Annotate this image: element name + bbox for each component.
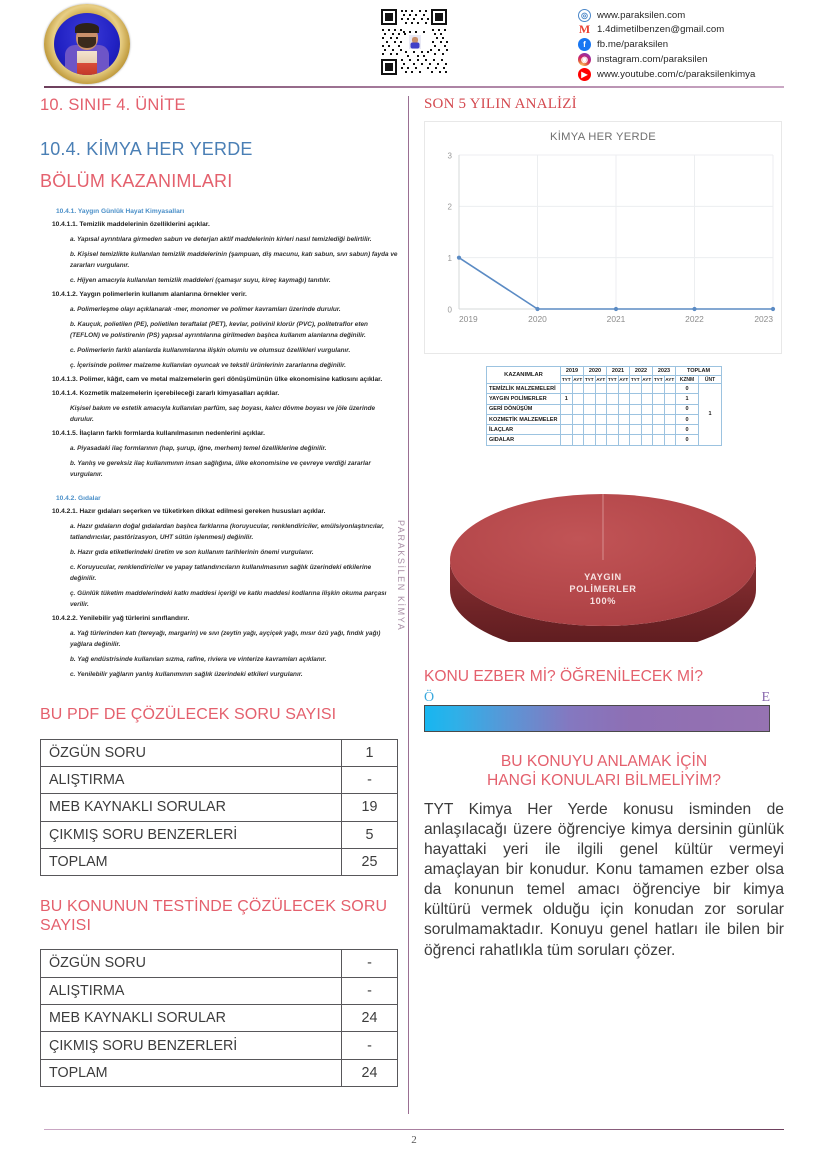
gain-item: 10.4.1.3. Polimer, kâğıt, cam ve metal malzemelerin geri dönüşümünün ülke ekonomisine katkısını açıklar.: [52, 375, 383, 383]
ezber-title: KONU EZBER Mİ? ÖĞRENİLECEK Mİ?: [424, 667, 704, 685]
logo-hair-shape: [75, 23, 99, 33]
table-row: [487, 384, 722, 394]
header-year: 2019: [561, 367, 584, 376]
gain-subitem: c. Koruyucular, renklendiriciler ve yapay tatlandırıcıların kullanılmasının sağlık üzerindeki etkilerine değinilir.: [70, 563, 372, 582]
test-count-title: BU KONUNUN TESTİNDE ÇÖZÜLECEK SORU SAYISI: [40, 898, 388, 935]
page-header: [0, 0, 828, 88]
svg-text:2: 2: [447, 202, 452, 212]
gain-spacer: [40, 484, 398, 495]
analysis-title: SON 5 YILIN ANALİZİ: [424, 96, 577, 112]
count-value: -: [342, 977, 398, 1004]
row-total-kznm: 0: [676, 384, 699, 394]
row-total-kznm: 0: [676, 425, 699, 435]
gain-subitem: b. Hazır gıda etiketlerindeki üretim ve son kullanım tarihlerinin önemi vurgulanır.: [70, 548, 314, 556]
data-cell: [641, 404, 653, 414]
svg-text:1: 1: [447, 254, 452, 264]
header-subcol: TYT: [653, 377, 663, 382]
data-cell: [653, 435, 665, 445]
table-row: [41, 739, 398, 766]
count-value: 1: [342, 739, 398, 766]
difficulty-gradient: [424, 690, 770, 732]
data-cell: [630, 384, 642, 394]
summary-paragraph: TYT Kimya Her Yerde konusu isminden de anlaşılacağı üzere öğrenciye kimya dersinin günlük hayattaki yeri ile ilgili genel kültür vermeyi amaçlayan bir konudur. Konu tamamen ezber olsa da konunun temel amacı öğrenciye bir kimya kültürü vermek olduğu için konudan zor sorular sorulmamaktadır. Konuyu genel hatları ile bilen bir öğrenci rahatlıkla tüm soruları çözer.: [424, 800, 784, 959]
left-column: [40, 96, 398, 1087]
contact-item-facebook[interactable]: [578, 38, 755, 52]
row-total-kznm: 0: [676, 435, 699, 445]
row-total-kznm: 1: [676, 394, 699, 404]
data-cell: [653, 425, 665, 435]
data-cell: [561, 435, 573, 445]
contact-instagram-text: instagram.com/paraksilen: [597, 53, 708, 65]
pdf-count-table: [40, 739, 398, 877]
data-cell: [572, 425, 584, 435]
right-column: [424, 96, 784, 961]
gain-subitem: ç. İçerisinde polimer malzeme kullanılan oyuncak ve tekstil ürünlerinin zararlarına değinilir.: [70, 361, 346, 369]
data-cell: [607, 394, 619, 404]
header-year: 2023: [653, 367, 676, 376]
data-cell: [584, 425, 596, 435]
header-subcol: AYT: [642, 377, 652, 382]
table-row: [41, 977, 398, 1004]
count-value: 25: [342, 849, 398, 876]
count-value: 19: [342, 794, 398, 821]
gain-subitem: b. Kişisel temizlikte kullanılan temizlik maddelerinin (şampuan, diş macunu, katı sabun, sıvı sabun) fayda ve zararları vurgulanır.: [70, 250, 398, 269]
pie-chart-canvas: [424, 462, 782, 642]
gain-subitem: b. Kauçuk, polietilen (PE), polietilen teraftalat (PET), kevlar, polivinil klorür (PVC), politetraflor eten (TEFLON) ve polistirenin (PS) yapısal ayrıntılarına girilmeden başlıca kullanım alanlarına değinilir.: [70, 320, 368, 339]
gain-item: 10.4.1.1. Temizlik maddelerinin özelliklerini açıklar.: [52, 221, 210, 228]
data-cell: [618, 384, 630, 394]
instagram-icon: ◉: [578, 53, 591, 66]
contact-youtube-text: www.youtube.com/c/paraksilenkimya: [597, 68, 756, 80]
table-row: [487, 425, 722, 435]
website-icon: ◎: [578, 9, 591, 22]
brand-logo: [44, 4, 130, 84]
header-divider: [44, 86, 784, 88]
line-chart-title: KİMYA HER YERDE: [549, 131, 657, 143]
gain-subitem: a. Yağ türlerinden katı (tereyağı, margarin) ve sıvı (zeytin yağı, ayçiçek yağı, mısır özü yağı, fındık yağı) yağlara değinilir.: [70, 629, 381, 648]
header-year: 2020: [584, 367, 607, 376]
table-row: [41, 766, 398, 793]
svg-text:2019: 2019: [459, 314, 478, 324]
line-chart-canvas: [425, 143, 783, 343]
data-cell: [653, 404, 665, 414]
count-value: -: [342, 950, 398, 977]
pie-chart: [424, 462, 782, 642]
data-cell: [630, 404, 642, 414]
gradient-labels: [424, 690, 770, 705]
page-number: 2: [411, 1134, 417, 1146]
data-cell: [607, 414, 619, 424]
data-cell: [618, 414, 630, 424]
gain-subitem: b. Yanlış ve gereksiz ilaç kullanımının insan sağlığına, ülke ekonomisine ve çevreye verdiği zararlar vurgulanır.: [70, 459, 371, 478]
svg-text:2020: 2020: [528, 314, 547, 324]
data-cell: [595, 404, 607, 414]
count-value: -: [342, 766, 398, 793]
count-label: ALIŞTIRMA: [41, 766, 342, 793]
count-label: ÇIKMIŞ SORU BENZERLERİ: [41, 1032, 342, 1059]
svg-text:2022: 2022: [685, 314, 704, 324]
table-row: [487, 404, 722, 414]
column-divider: [408, 96, 409, 1114]
contact-email-text: 1.4dimetilbenzen@gmail.com: [597, 24, 725, 36]
data-cell: [618, 435, 630, 445]
data-cell: [664, 404, 676, 414]
analysis-table-wrap: [424, 366, 784, 446]
gains-title: BÖLÜM KAZANIMLARI: [40, 171, 233, 191]
line-chart: [424, 121, 782, 354]
data-cell: [630, 414, 642, 424]
qr-code-icon: [379, 7, 449, 77]
data-cell: [664, 414, 676, 424]
data-cell: [561, 404, 573, 414]
header-subcol: AYT: [573, 377, 583, 382]
row-label: GERİ DÖNÜŞÜM: [487, 404, 561, 414]
pie-label-line2: POLİMERLER: [569, 583, 637, 594]
data-cell: [630, 394, 642, 404]
unit-total: 1: [699, 384, 722, 446]
data-cell: [607, 404, 619, 414]
row-label: İLAÇLAR: [487, 425, 561, 435]
prereq-title-line2: HANGİ KONULARI BİLMELİYİM?: [487, 771, 721, 789]
data-cell: [641, 414, 653, 424]
row-label: KOZMETİK MALZEMELER: [487, 414, 561, 424]
logo-shirt-shape: [77, 51, 97, 75]
gain-subitem: a. Piyasadaki ilaç formlarının (hap, şurup, iğne, merhem) temel özelliklerine değinilir.: [70, 444, 327, 452]
count-value: 5: [342, 821, 398, 848]
data-cell: [572, 404, 584, 414]
header-kazanimlar: KAZANIMLAR: [487, 367, 561, 384]
table-header-row: [487, 367, 722, 376]
contact-list: [578, 8, 755, 82]
data-cell: [630, 425, 642, 435]
data-cell: [664, 435, 676, 445]
pie-label-value: 100%: [589, 595, 617, 606]
header-subcol: AYT: [596, 377, 606, 382]
gain-subitem: a. Yapısal ayrıntılara girmeden sabun ve deterjan aktif maddelerinin kirleri nasıl temizlediği belirtilir.: [70, 235, 372, 243]
data-cell: [607, 384, 619, 394]
header-year: 2021: [607, 367, 630, 376]
gain-item: 10.4.1.5. İlaçların farklı formlarda kullanılmasının nedenlerini açıklar.: [52, 429, 265, 437]
row-label: YAYGIN POLİMERLER: [487, 394, 561, 404]
data-cell: [595, 425, 607, 435]
gain-item: 10.4.2.1. Hazır gıdaları seçerken ve tüketirken dikkat edilmesi gereken hususları açıklar.: [52, 507, 326, 515]
table-row: [487, 414, 722, 424]
row-total-kznm: 0: [676, 404, 699, 414]
analysis-table: [486, 366, 722, 446]
gain-subitem: b. Yağ endüstrisinde kullanılan sızma, rafine, riviera ve vinterize kavramları açıklanır.: [70, 655, 327, 663]
data-cell: [630, 435, 642, 445]
test-count-table: [40, 949, 398, 1087]
data-cell: [572, 414, 584, 424]
count-label: ALIŞTIRMA: [41, 977, 342, 1004]
table-row: [41, 950, 398, 977]
data-cell: [572, 394, 584, 404]
svg-text:0: 0: [447, 305, 452, 315]
data-cell: [572, 435, 584, 445]
data-cell: [653, 384, 665, 394]
data-cell: [641, 435, 653, 445]
data-cell: [595, 435, 607, 445]
data-cell: [561, 414, 573, 424]
data-cell: [584, 384, 596, 394]
gains-list: [40, 208, 398, 680]
topic-title: 10.4. KİMYA HER YERDE: [40, 139, 253, 159]
count-label: TOPLAM: [41, 849, 342, 876]
data-cell: [607, 435, 619, 445]
youtube-icon: ▶: [578, 68, 591, 81]
data-cell: [584, 394, 596, 404]
gradient-left-label: Ö: [424, 689, 435, 705]
data-cell: [618, 425, 630, 435]
count-label: ÇIKMIŞ SORU BENZERLERİ: [41, 821, 342, 848]
count-value: -: [342, 1032, 398, 1059]
gain-group-heading: 10.4.1. Yaygın Günlük Hayat Kimyasalları: [56, 208, 185, 215]
data-cell: [641, 425, 653, 435]
table-row: [41, 1004, 398, 1031]
count-label: ÖZGÜN SORU: [41, 950, 342, 977]
table-row: [487, 394, 722, 404]
svg-text:2023: 2023: [754, 314, 773, 324]
pdf-count-title: BU PDF DE ÇÖZÜLECEK SORU SAYISI: [40, 705, 337, 723]
data-cell: 1: [561, 394, 573, 404]
logo-portrait: [54, 13, 120, 75]
header-year: 2022: [630, 367, 653, 376]
gain-subitem: a. Polimerleşme olayı açıklanarak -mer, monomer ve polimer kavramları üzerinde durulur.: [70, 305, 341, 313]
row-label: TEMİZLİK MALZEMELERİ: [487, 384, 561, 394]
gain-subitem: Kişisel bakım ve estetik amacıyla kullanılan parfüm, saç boyası, kalıcı dövme boyası ve jöle üzerinde durulur.: [70, 404, 376, 423]
gain-group-heading: 10.4.2. Gıdalar: [56, 494, 101, 502]
header-subcol: AYT: [665, 377, 675, 382]
contact-facebook-text: fb.me/paraksilen: [597, 39, 669, 51]
gmail-icon: M: [578, 22, 591, 37]
facebook-icon: f: [578, 38, 591, 51]
data-cell: [607, 425, 619, 435]
data-cell: [561, 425, 573, 435]
data-cell: [595, 414, 607, 424]
gain-item: 10.4.1.2. Yaygın polimerlerin kullanım alanlarına örnekler verir.: [52, 290, 247, 298]
logo-beard-shape: [78, 37, 96, 48]
data-cell: [641, 384, 653, 394]
count-label: MEB KAYNAKLI SORULAR: [41, 1004, 342, 1031]
data-cell: [653, 394, 665, 404]
footer-divider: [44, 1129, 784, 1130]
header-subcol: TYT: [630, 377, 640, 382]
row-total-kznm: 0: [676, 414, 699, 424]
header-subcol: TYT: [561, 377, 571, 382]
gain-subitem: ç. Günlük tüketim maddelerindeki katkı maddesi içeriği ve katkı maddesi kodlarına ilişkin okuma parçası verilir.: [70, 589, 387, 608]
data-cell: [618, 404, 630, 414]
data-cell: [595, 384, 607, 394]
logo-ring: [44, 4, 130, 84]
pie-label-line1: YAYGIN: [584, 571, 622, 582]
data-cell: [561, 384, 573, 394]
header-subcol: AYT: [619, 377, 629, 382]
table-row: [41, 821, 398, 848]
data-cell: [664, 384, 676, 394]
count-value: 24: [342, 1004, 398, 1031]
data-cell: [653, 414, 665, 424]
header-subcol: TYT: [607, 377, 617, 382]
data-cell: [618, 394, 630, 404]
data-cell: [664, 394, 676, 404]
data-cell: [584, 435, 596, 445]
gain-subitem: c. Yenilebilir yağların yanlış kullanımının sağlık üzerindeki etkileri vurgulanır.: [70, 670, 303, 678]
header-total-subcol: KZNM: [676, 376, 699, 384]
data-cell: [584, 414, 596, 424]
table-row: [41, 794, 398, 821]
contact-item-website[interactable]: [578, 8, 755, 22]
prereq-title: [424, 752, 784, 790]
contact-item-email[interactable]: [578, 23, 755, 37]
header-total-subcol: ÜNT: [699, 376, 722, 384]
gradient-right-label: E: [761, 689, 770, 705]
count-label: TOPLAM: [41, 1059, 342, 1086]
count-label: MEB KAYNAKLI SORULAR: [41, 794, 342, 821]
contact-item-instagram[interactable]: [578, 52, 755, 66]
header-total: TOPLAM: [676, 367, 722, 376]
table-row: [41, 1059, 398, 1086]
data-cell: [641, 394, 653, 404]
table-row: [41, 849, 398, 876]
data-cell: [584, 404, 596, 414]
gain-item: 10.4.1.4. Kozmetik malzemelerin içerebileceği zararlı kimyasalları açıklar.: [52, 389, 280, 397]
svg-text:3: 3: [447, 151, 452, 161]
contact-item-youtube[interactable]: [578, 67, 755, 81]
table-row: [41, 1032, 398, 1059]
contact-website-text: www.paraksilen.com: [597, 9, 686, 21]
gain-subitem: c. Polimerlerin farklı alanlarda kullanımlarına ilişkin olumlu ve olumsuz özellikleri vurgulanır.: [70, 346, 351, 354]
unit-title: 10. SINIF 4. ÜNİTE: [40, 96, 186, 114]
gradient-bar: [424, 705, 770, 732]
vertical-watermark: PARAKSİLEN KİMYA: [396, 520, 406, 632]
gain-subitem: c. Hijyen amacıyla kullanılan temizlik maddeleri (çamaşır suyu, kireç kaymağı) tanıtılır.: [70, 276, 331, 284]
data-cell: [595, 394, 607, 404]
data-cell: [664, 425, 676, 435]
prereq-title-line1: BU KONUYU ANLAMAK İÇİN: [500, 752, 708, 770]
svg-text:2021: 2021: [606, 314, 626, 324]
table-row: [487, 435, 722, 445]
gain-subitem: a. Hazır gıdaların doğal gıdalardan başlıca farklarına (koruyucular, renklendiriciler, emülsiyonlaştırıcılar, tatlandırıcılar, pastörizasyon, UHT sütün işlenmesi) değinilir.: [70, 522, 384, 541]
count-label: ÖZGÜN SORU: [41, 739, 342, 766]
gain-item: 10.4.2.2. Yenilebilir yağ türlerini sınıflandırır.: [52, 614, 190, 622]
data-cell: [572, 384, 584, 394]
count-value: 24: [342, 1059, 398, 1086]
row-label: GIDALAR: [487, 435, 561, 445]
header-subcol: TYT: [584, 377, 594, 382]
